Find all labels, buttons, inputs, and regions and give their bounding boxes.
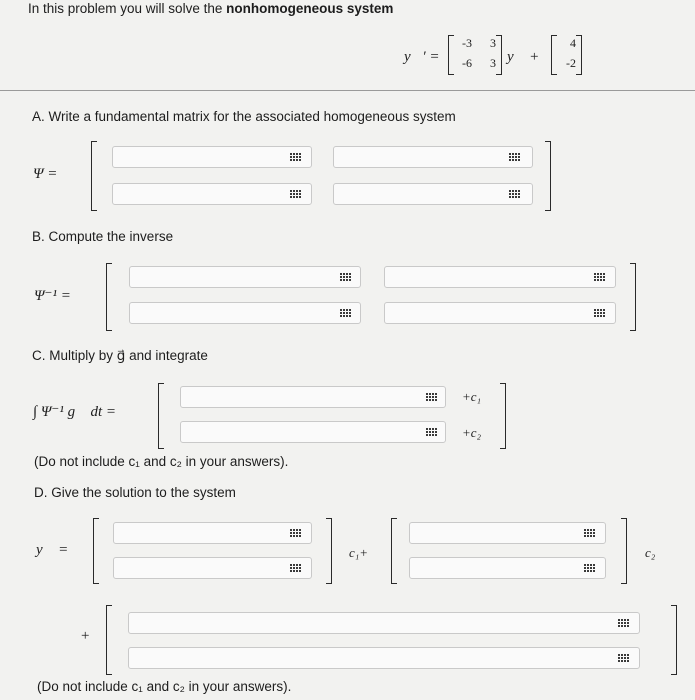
grid-icon[interactable] xyxy=(593,308,605,318)
constant-c2: +c₂ xyxy=(462,425,482,440)
psi-bracket-left xyxy=(91,141,97,211)
grid-icon[interactable] xyxy=(339,308,351,318)
v2-input-1[interactable] xyxy=(409,522,606,544)
c1-coefficient: c₁+ xyxy=(349,545,369,560)
system-lhs: y⃗′ = xyxy=(404,49,440,65)
integral-bracket-left xyxy=(158,383,164,449)
psi-inv-bracket-left xyxy=(106,263,112,331)
c2-coefficient: c₂ xyxy=(645,545,656,560)
grid-icon[interactable] xyxy=(339,272,351,282)
grid-icon[interactable] xyxy=(508,152,520,162)
particular-bracket-right xyxy=(671,605,677,675)
grid-icon[interactable] xyxy=(583,528,595,538)
grid-icon[interactable] xyxy=(289,528,301,538)
forcing-g2: -2 xyxy=(566,56,576,70)
matrix-bracket-right xyxy=(496,35,502,75)
part-d-heading: D. Give the solution to the system xyxy=(34,485,236,500)
v1-bracket-right xyxy=(326,518,332,584)
matrix-a22: 3 xyxy=(490,56,496,70)
grid-icon[interactable] xyxy=(289,152,301,162)
system-times: y⃗ + xyxy=(507,49,540,65)
psi-inverse-symbol: Ψ⁻¹ = xyxy=(34,288,71,304)
grid-icon[interactable] xyxy=(593,272,605,282)
psi-inv-input-22[interactable] xyxy=(384,302,616,324)
psi-inv-input-12[interactable] xyxy=(384,266,616,288)
grid-icon[interactable] xyxy=(508,189,520,199)
forcing-bracket-right xyxy=(576,35,582,75)
divider-line xyxy=(0,90,695,91)
part-b-heading: B. Compute the inverse xyxy=(32,229,174,244)
integral-input-2[interactable] xyxy=(180,421,446,443)
integral-input-1[interactable] xyxy=(180,386,446,408)
intro-text xyxy=(28,1,393,16)
psi-inv-input-21[interactable] xyxy=(129,302,361,324)
part-c-heading: C. Multiply by g⃗ and integrate xyxy=(32,348,208,363)
grid-icon[interactable] xyxy=(289,563,301,573)
v1-input-2[interactable] xyxy=(113,557,312,579)
integral-bracket-right xyxy=(500,383,506,449)
v2-bracket-left xyxy=(391,518,397,584)
psi-input-12[interactable] xyxy=(333,146,533,168)
v1-bracket-left xyxy=(93,518,99,584)
psi-inv-bracket-right xyxy=(630,263,636,331)
forcing-g1: 4 xyxy=(570,36,576,50)
part-a-heading: A. Write a fundamental matrix for the associated homogeneous system xyxy=(32,109,456,124)
particular-input-2[interactable] xyxy=(128,647,640,669)
psi-symbol: Ψ = xyxy=(33,166,58,182)
solution-symbol: y⃗ = xyxy=(36,542,69,558)
intro-bold: nonhomogeneous system xyxy=(226,1,394,16)
v2-input-2[interactable] xyxy=(409,557,606,579)
v2-bracket-right xyxy=(621,518,627,584)
plus-sign: + xyxy=(81,628,90,644)
psi-input-11[interactable] xyxy=(112,146,312,168)
matrix-a21: -6 xyxy=(462,56,472,70)
psi-input-22[interactable] xyxy=(333,183,533,205)
grid-icon[interactable] xyxy=(617,653,629,663)
grid-icon[interactable] xyxy=(617,618,629,628)
intro-prefix: In this problem you will solve the xyxy=(28,1,223,16)
psi-input-21[interactable] xyxy=(112,183,312,205)
psi-inv-input-11[interactable] xyxy=(129,266,361,288)
matrix-a12: 3 xyxy=(490,36,496,50)
v1-input-1[interactable] xyxy=(113,522,312,544)
part-c-note: (Do not include c₁ and c₂ in your answers). xyxy=(34,454,289,469)
grid-icon[interactable] xyxy=(289,189,301,199)
constant-c1: +c₁ xyxy=(462,389,482,404)
matrix-a11: -3 xyxy=(462,36,472,50)
grid-icon[interactable] xyxy=(425,427,437,437)
particular-input-1[interactable] xyxy=(128,612,640,634)
particular-bracket-left xyxy=(106,605,112,675)
integral-expression: ∫ Ψ⁻¹ g⃗ dt = xyxy=(33,404,117,420)
psi-bracket-right xyxy=(545,141,551,211)
grid-icon[interactable] xyxy=(425,392,437,402)
grid-icon[interactable] xyxy=(583,563,595,573)
part-d-note: (Do not include c₁ and c₂ in your answers). xyxy=(37,679,292,694)
